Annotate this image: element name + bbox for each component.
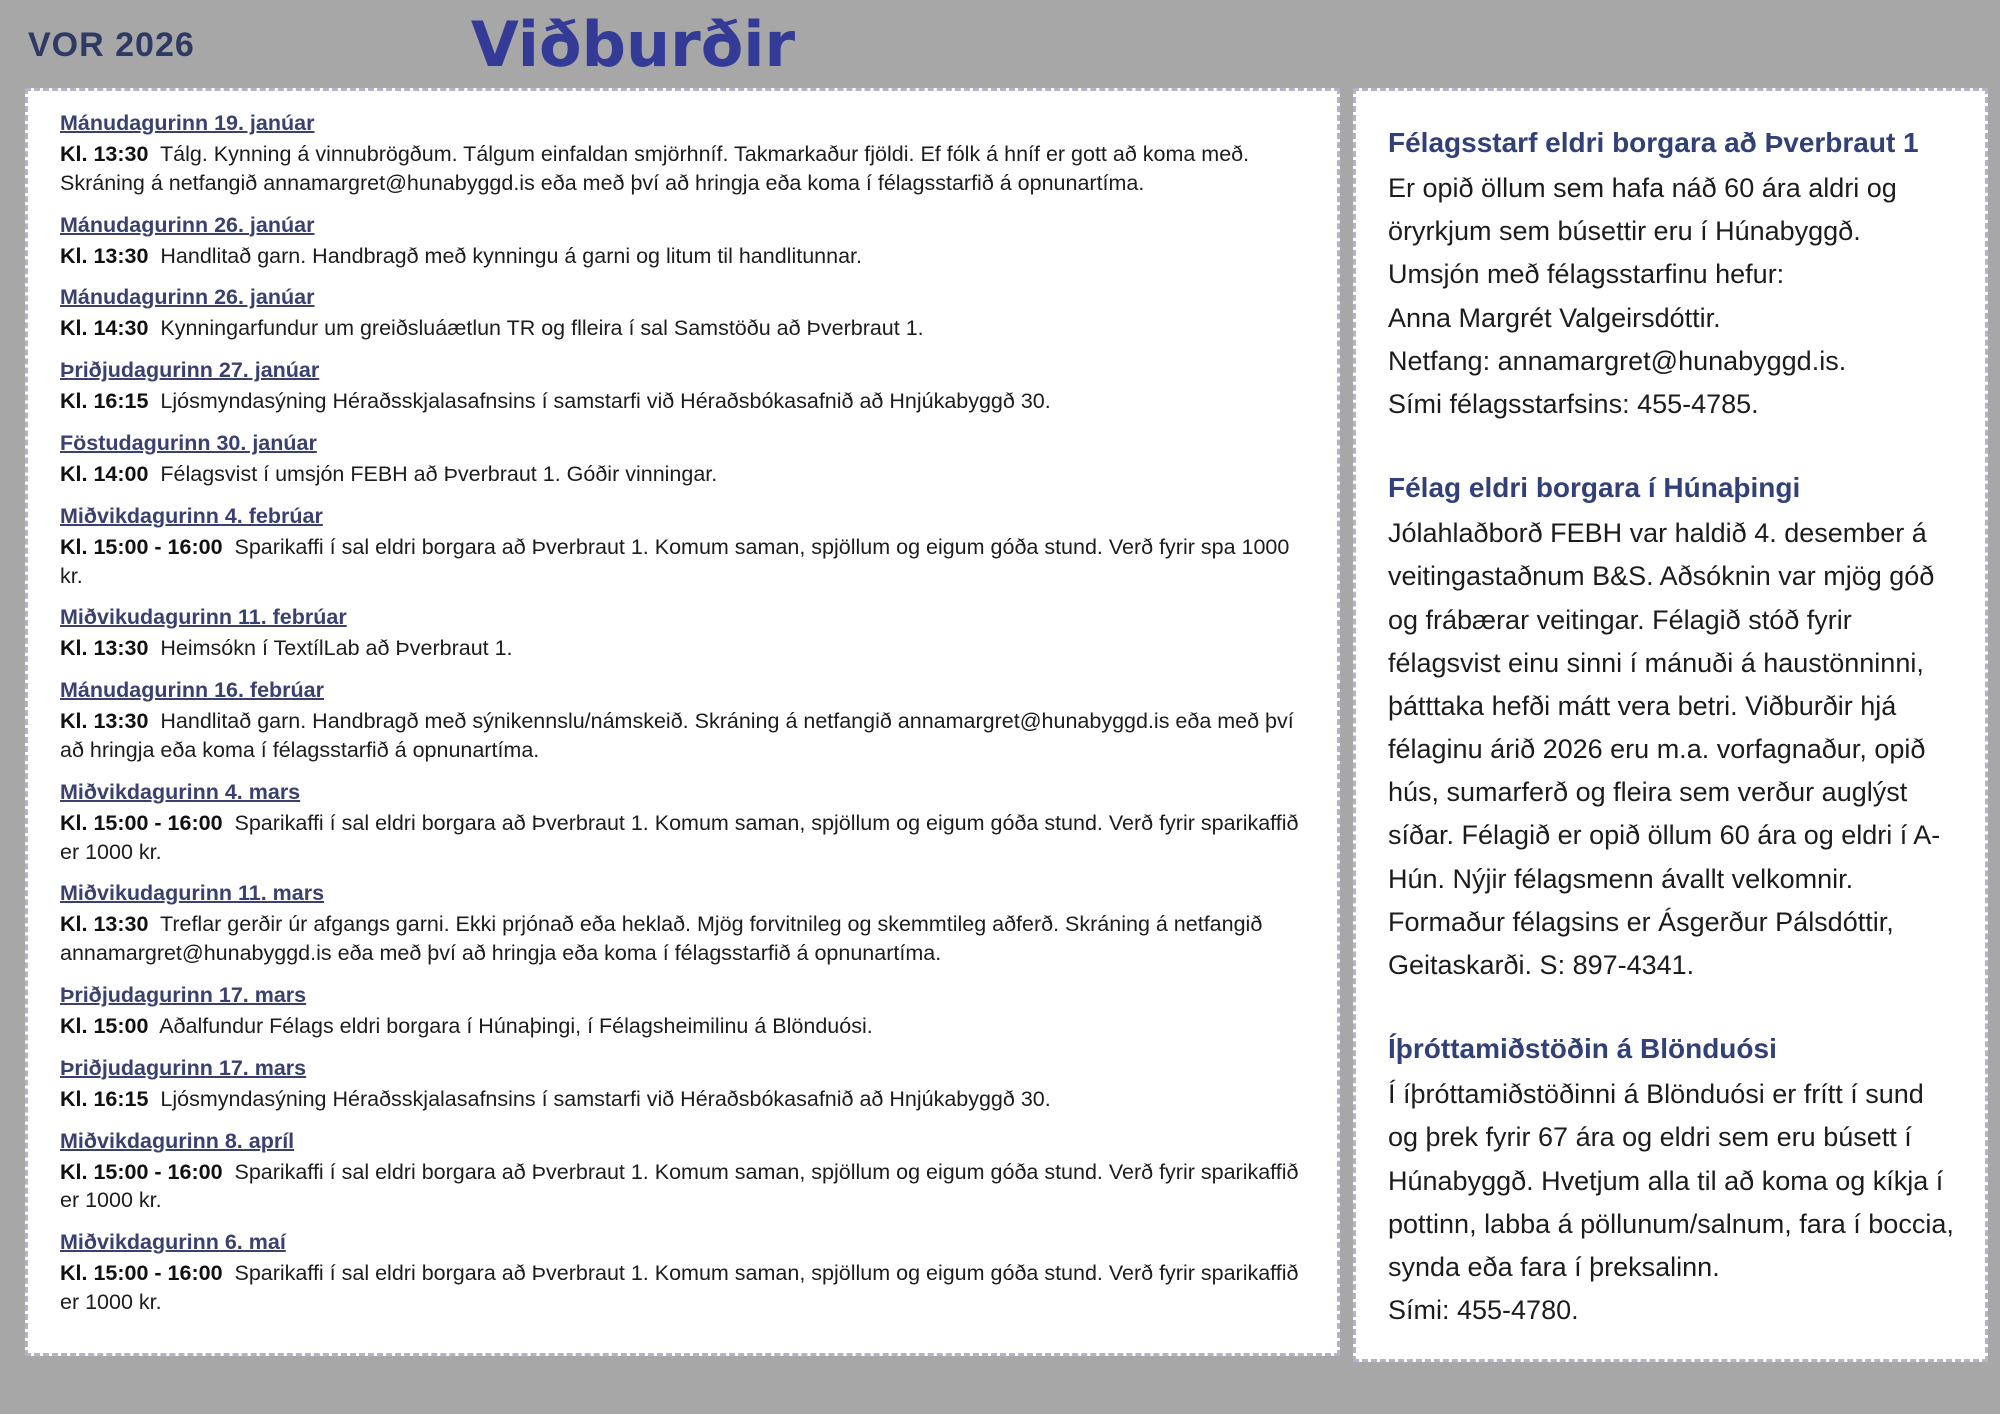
event-item [60,1129,1311,1216]
event-date: Mánudagurinn 19. janúar [60,111,315,135]
event-description: Kl. 13:30 Handlitað garn. Handbragð með sýnikennslu/námskeið. Skráning á netfangið annamargret@hunabyggd.is eða með því að hringja eða koma í félagsstarfið á opnunartíma. [60,709,1294,762]
event-description: Kl. 13:30 Treflar gerðir úr afgangs garni. Ekki prjónað eða heklað. Mjög forvitnileg og skemmtileg aðferð. Skráning á netfangið annamargret@hunabyggd.is eða með því að hringja eða koma í félagsstarfið á opnunartíma. [60,912,1263,966]
event-date: Miðvikdagurinn 6. maí [60,1230,286,1255]
info-paragraph: Jólahlaðborð FEBH var haldið 4. desember á veitingastaðnum B&S. Aðsóknin var mjög góð og frábærar veitingar. Félagið stóð fyrir félagsvist einu sinni í mánuði á haustönninni, þátttaka hefði mátt vera betri. Viðburðir hjá félaginu árið 2026 eru m.a. vorfagnaður, opið hús, sumarferð og fleira sem verður auglýst síðar. Félagið er opið öllum 60 ára og eldri í A-Hún. Nýjir félagsmenn ávallt velkomnir. Formaður félagsins er Ásgerður Pálsdóttir, Geitaskarði. S: 897-4341. [1388,518,1941,980]
event-item [60,111,1311,198]
season-label: VOR 2026 [28,26,195,64]
event-time: Kl. 15:00 - 16:00 [60,1261,223,1286]
event-time: Kl. 16:15 [60,1086,149,1111]
event-item [60,431,1311,489]
event-description: Kl. 13:30 Tálg. Kynning á vinnubrögðum. Tálgum einfaldan smjörhníf. Takmarkaður fjöldi. Ef fólk á hníf er gott að koma með. Skráning á netfangið annamargret@hunabyggd.is eða með því að hringja eða koma í félagsstarfið á opnunartíma. [60,142,1250,195]
info-section [1388,1033,1959,1332]
event-item [60,881,1311,968]
info-paragraph: Er opið öllum sem hafa náð 60 ára aldri og öryrkjum sem búsettir eru í Húnabyggð. Umsjón með félagsstarfinu hefur: [1388,173,1897,290]
event-description: Kl. 16:15 Ljósmyndasýning Héraðsskjalasafnsins í samstarfi við Héraðsbókasafnið að Hnjúkabyggð 30. [60,389,1051,414]
event-description: Kl. 13:30 Handlitað garn. Handbragð með kynningu á garni og litum til handlitunnar. [60,243,862,268]
event-time: Kl. 13:30 [60,709,149,734]
event-item [60,504,1311,591]
info-panel [1353,88,1988,1362]
event-time: Kl. 15:00 [60,1013,149,1038]
info-paragraph: Sími: 455-4780. [1388,1295,1579,1326]
event-description: Kl. 15:00 - 16:00 Sparikaffi í sal eldri borgara að Þverbraut 1. Komum saman, spjöllum og eigum góða stund. Verð fyrir spa 1000 kr. [60,534,1290,588]
event-time: Kl. 13:30 [60,142,149,166]
event-time: Kl. 14:00 [60,461,149,486]
event-description: Kl. 15:00 - 16:00 Sparikaffi í sal eldri borgara að Þverbraut 1. Komum saman, spjöllum og eigum góða stund. Verð fyrir sparikaffið er 1000 kr. [60,1261,1299,1314]
event-item [60,780,1311,867]
info-section [1388,127,1959,426]
event-date: Miðvikdagurinn 8. apríl [60,1128,295,1153]
info-paragraph: Sími félagsstarfsins: 455-4785. [1388,388,1759,419]
event-time: Kl. 16:15 [60,389,149,414]
event-time: Kl. 15:00 - 16:00 [60,534,223,559]
event-date: Þriðjudagurinn 27. janúar [60,358,320,383]
info-paragraph: Netfang: annamargret@hunabyggd.is. [1388,345,1847,376]
event-time: Kl. 15:00 - 16:00 [60,1159,223,1184]
events-panel [25,88,1340,1356]
event-date: Mánudagurinn 26. janúar [60,212,315,237]
event-time: Kl. 13:30 [60,243,149,268]
event-item [60,1056,1311,1114]
event-date: Miðvikudagurinn 11. mars [60,881,325,906]
event-date: Föstudagurinn 30. janúar [60,430,317,455]
info-section [1388,472,1959,987]
info-paragraph: Í íþróttamiðstöðinni á Blönduósi er frítt í sund og þrek fyrir 67 ára og eldri sem eru búsett í Húnabyggð. Hvetjum alla til að koma og kíkja í pottinn, labba á pöllunum/salnum, fara í boccia, synda eða fara í þreksalinn. [1388,1079,1954,1282]
event-description: Kl. 16:15 Ljósmyndasýning Héraðsskjalasafnsins í samstarfi við Héraðsbókasafnið að Hnjúkabyggð 30. [60,1086,1051,1111]
event-date: Þriðjudagurinn 17. mars [60,982,307,1007]
header [0,0,2000,88]
event-description: Kl. 13:30 Heimsókn í TextílLab að Þverbraut 1. [60,636,513,661]
event-description: Kl. 15:00 Aðalfundur Félags eldri borgara í Húnaþingi, í Félagsheimilinu á Blönduósi. [60,1013,873,1038]
event-time: Kl. 14:30 [60,316,149,341]
event-description: Kl. 14:30 Kynningarfundur um greiðsluáætlun TR og flleira í sal Samstöðu að Þverbraut 1. [60,316,924,341]
event-item [60,213,1311,271]
info-section-heading: Félag eldri borgara í Húnaþingi [1388,472,1801,504]
event-description: Kl. 15:00 - 16:00 Sparikaffi í sal eldri borgara að Þverbraut 1. Komum saman, spjöllum og eigum góða stund. Verð fyrir sparikaffið er 1000 kr. [60,810,1299,864]
event-description: Kl. 15:00 - 16:00 Sparikaffi í sal eldri borgara að Þverbraut 1. Komum saman, spjöllum og eigum góða stund. Verð fyrir sparikaffið er 1000 kr. [60,1159,1299,1213]
event-time: Kl. 13:30 [60,912,149,937]
event-item [60,605,1311,663]
event-date: Mánudagurinn 26. janúar [60,285,315,310]
event-description: Kl. 14:00 Félagsvist í umsjón FEBH að Þverbraut 1. Góðir vinningar. [60,461,718,486]
event-date: Miðvikdagurinn 4. mars [60,779,301,804]
page-title: Viðburðir [470,8,796,81]
event-date: Miðvikudagurinn 11. febrúar [60,605,347,630]
event-time: Kl. 13:30 [60,636,149,661]
event-date: Mánudagurinn 16. febrúar [60,678,325,703]
event-item [60,1230,1311,1317]
event-item [60,358,1311,416]
event-date: Þriðjudagurinn 17. mars [60,1055,307,1080]
event-item [60,678,1311,765]
events-list [60,111,1311,1317]
event-date: Miðvikdagurinn 4. febrúar [60,503,323,528]
event-item [60,285,1311,343]
info-sections [1388,127,1959,1332]
event-item [60,983,1311,1041]
info-paragraph: Anna Margrét Valgeirsdóttir. [1388,302,1721,333]
info-section-heading: Félagsstarf eldri borgara að Þverbraut 1 [1388,127,1919,158]
event-time: Kl. 15:00 - 16:00 [60,810,223,835]
info-section-heading: Íþróttamiðstöðin á Blönduósi [1388,1033,1777,1065]
